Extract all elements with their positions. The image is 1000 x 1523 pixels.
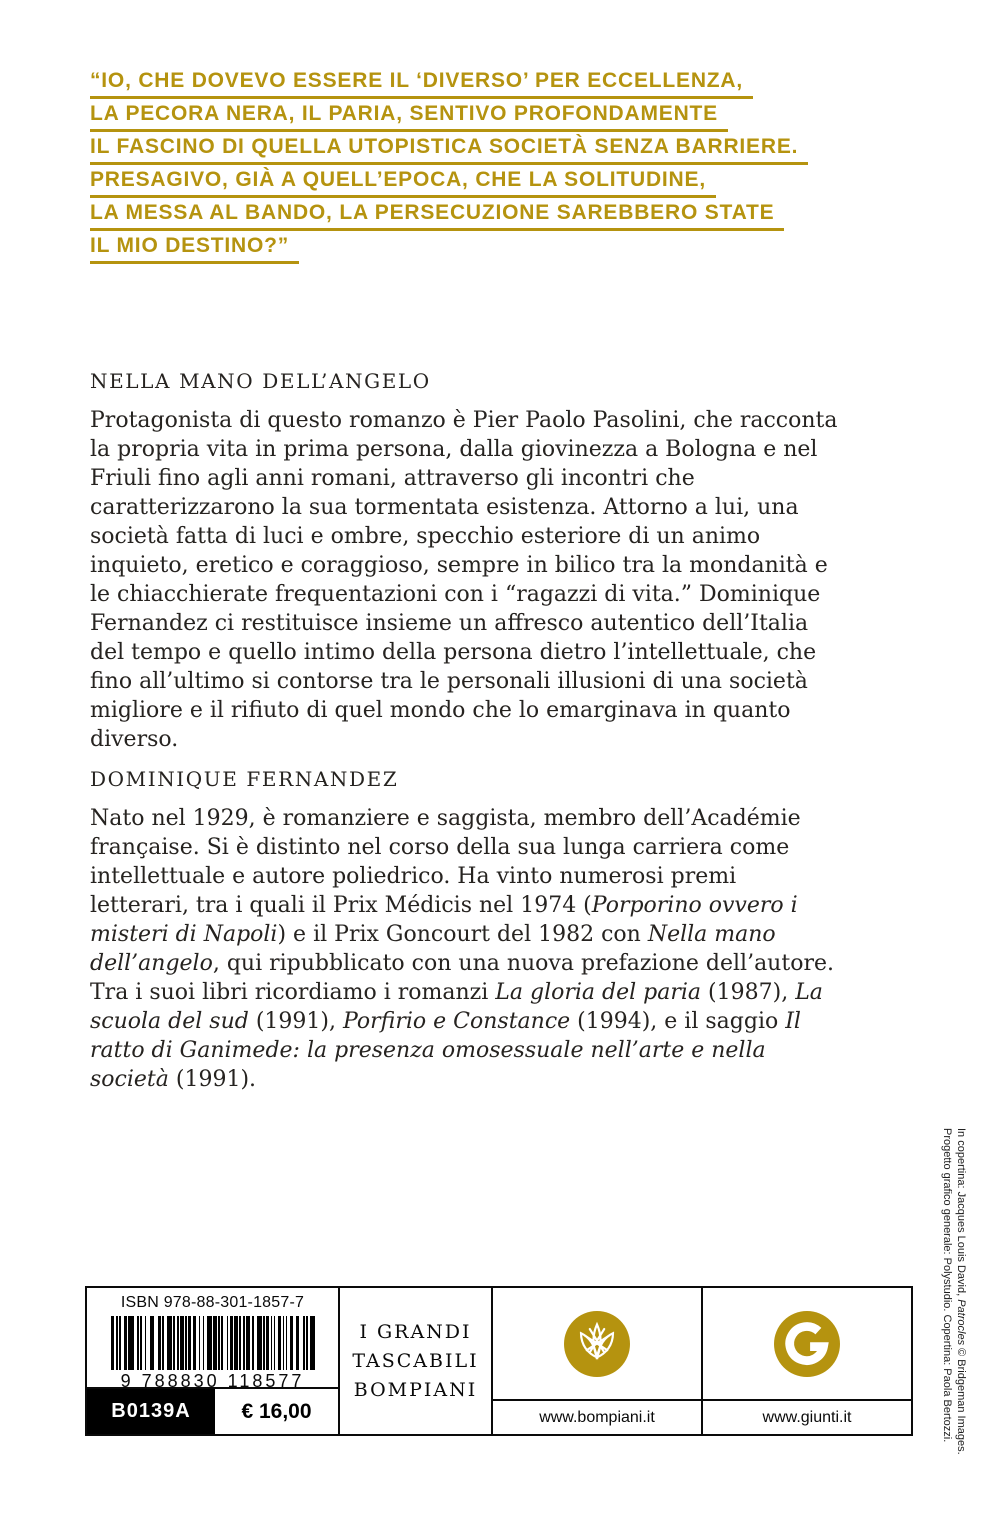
cover-credits (936, 1128, 968, 1455)
price-row (87, 1387, 338, 1434)
series-line: BOMPIANI (353, 1378, 478, 1401)
isbn-cell (87, 1288, 340, 1434)
bompiani-logo-area (493, 1288, 701, 1399)
book-title-heading: NELLA MANO DELL’ANGELO (90, 368, 431, 393)
quote-line: “IO, CHE DOVEVO ESSERE IL ‘DIVERSO’ PER ECCELLENZA, (90, 70, 753, 99)
edition-code-badge: B0139A (87, 1389, 215, 1434)
cover-quote (90, 70, 808, 268)
quote-line: IL FASCINO DI QUELLA UTOPISTICA SOCIETÀ SENZA BARRIERE. (90, 136, 808, 165)
ean-barcode (111, 1316, 315, 1370)
isbn-area (87, 1288, 338, 1387)
credits-line-2: Progetto grafico generale: Polystudio. Copertina: Paola Bertozzi. (941, 1128, 953, 1443)
bompiani-cell (493, 1288, 703, 1434)
price-label: € 16,00 (241, 1399, 312, 1423)
quote-line: PRESAGIVO, GIÀ A QUELL’EPOCA, CHE LA SOLITUDINE, (90, 169, 716, 198)
isbn-label: ISBN 978-88-301-1857-7 (120, 1294, 305, 1311)
series-line: TASCABILI (352, 1349, 479, 1372)
giunti-cell (703, 1288, 911, 1434)
quote-line: IL MIO DESTINO?” (90, 235, 299, 264)
giunti-logo-icon (774, 1311, 840, 1377)
series-cell (340, 1288, 493, 1434)
quote-line: LA MESSA AL BANDO, LA PERSECUZIONE SAREBBERO STATE (90, 202, 784, 231)
barcode-digits: 9 788830 118577 (120, 1371, 305, 1387)
publisher-footer-box (85, 1286, 913, 1436)
giunti-url: www.giunti.it (703, 1399, 911, 1434)
giunti-logo-area (703, 1288, 911, 1399)
bompiani-logo-icon (564, 1311, 630, 1377)
quote-line: LA PECORA NERA, IL PARIA, SENTIVO PROFONDAMENTE (90, 103, 728, 132)
author-name-heading: DOMINIQUE FERNANDEZ (90, 766, 399, 791)
credits-line-1: In copertina: Jacques Louis David, Patrocles © Bridgeman Images. (955, 1128, 967, 1455)
author-bio-text: Nato nel 1929, è romanziere e saggista, membro dell’Académie française. Si è distinto nel corso della sua lunga carriera come intellettuale e autore poliedrico. Ha vinto numerosi premi letterari, tra i quali il Prix Médicis nel 1974 (Porporino ovvero i misteri di Napoli) e il Prix Goncourt del 1982 con Nella mano dell’angelo, qui ripubblicato con una nuova prefazione dell’autore. Tra i suoi libri ricordiamo i romanzi La gloria del paria (1987), La scuola del sud (1991), Porfirio e Constance (1994), e il saggio Il ratto di Ganimede: la presenza omosessuale nell’arte e nella società (1991). (90, 806, 834, 1092)
bompiani-url: www.bompiani.it (493, 1399, 701, 1434)
series-line: I GRANDI (359, 1320, 472, 1343)
synopsis-text: Protagonista di questo romanzo è Pier Paolo Pasolini, che racconta la propria vita in prima persona, dalla giovinezza a Bologna e nel Friuli fino agli anni romani, attraverso gli incontri che caratterizzarono la sua tormentata esistenza. Attorno a lui, una società fatta di luci e ombre, specchio esteriore di un animo inquieto, eretico e coraggioso, sempre in bilico tra la mondanità e le chiacchierate frequentazioni con i “ragazzi di vita.” Dominique Fernandez ci restituisce insieme un affresco autentico dell’Italia del tempo e quello intimo della persona dietro l’intellettuale, che fino all’ultimo si contorse tra le personali illusioni di una società migliore e il rifiuto di quel mondo che lo emarginava in quanto diverso. (90, 408, 838, 752)
